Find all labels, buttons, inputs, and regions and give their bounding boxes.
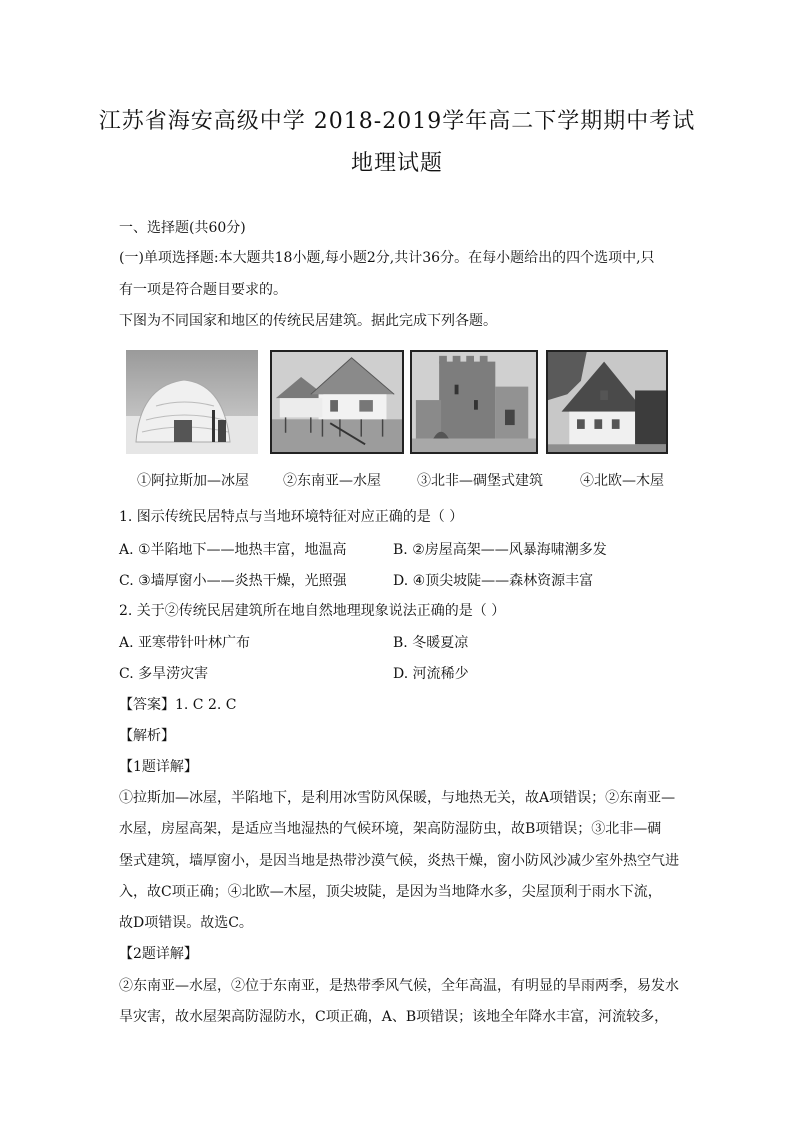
question-1-stem: 1. 图示传统民居特点与当地环境特征对应正确的是（ ） [119,509,464,525]
page-title: 江苏省海安高级中学 2018-2019学年高二下学期期中考试 [98,109,696,134]
detail-1-line: 入，故C项正确；④北欧—木屋，顶尖坡陡，是因为当地降水多，尖屋顶利于雨水下流， [119,884,662,900]
figure-intro: 下图为不同国家和地区的传统民居建筑。据此完成下列各题。 [119,313,497,329]
analysis-label: 【解析】 [119,728,175,744]
igloo-photo [126,350,258,454]
timber-house-photo [546,350,668,454]
caption-timber-house: ④北欧—木屋 [580,473,664,489]
question-2-option-a: A. 亚寒带针叶林广布 [119,635,251,651]
answer-line: 【答案】1. C 2. C [119,697,237,713]
detail-1-line: 水屋，房屋高架，是适应当地湿热的气候环境，架高防湿防虫，故B项错误；③北非—碉 [119,821,662,837]
caption-stilt-house: ②东南亚—水屋 [283,473,381,489]
fortress-photo [410,350,538,454]
detail-1-label: 【1题详解】 [119,759,198,775]
page-subtitle: 地理试题 [350,151,443,176]
question-2-option-b: B. 冬暖夏凉 [393,635,469,651]
question-2-option-c: C. 多旱涝灾害 [119,666,209,682]
question-1-option-b: B. ②房屋高架——风暴海啸潮多发 [393,542,607,558]
question-1-option-a: A. ①半陷地下——地热丰富，地温高 [119,542,347,558]
caption-igloo: ①阿拉斯加—冰屋 [137,473,249,489]
stilt-house-photo [270,350,404,454]
caption-fortress: ③北非—碉堡式建筑 [417,473,543,489]
detail-2-label: 【2题详解】 [119,946,198,962]
question-1-option-d: D. ④顶尖坡陡——森林资源丰富 [393,573,594,589]
instructions-line-1: (一)单项选择题:本大题共18小题,每小题2分,共计36分。在每小题给出的四个选项中,只 [119,250,655,266]
detail-2-line: 旱灾害，故水屋架高防湿防水，C项正确，A、B项错误；该地全年降水丰富，河流较多， [119,1009,669,1025]
detail-1-line: 故D项错误。故选C。 [119,915,253,931]
instructions-line-2: 有一项是符合题目要求的。 [119,282,287,298]
detail-2-line: ②东南亚—水屋，②位于东南亚，是热带季风气候，全年高温，有明显的旱雨两季，易发水 [119,978,679,994]
question-2-stem: 2. 关于②传统民居建筑所在地自然地理现象说法正确的是（ ） [119,603,506,619]
question-1-option-c: C. ③墙厚窗小——炎热干燥，光照强 [119,573,347,589]
question-2-option-d: D. 河流稀少 [393,666,469,682]
detail-1-line: 堡式建筑，墙厚窗小，是因当地是热带沙漠气候，炎热干燥，窗小防风沙减少室外热空气进 [119,853,679,869]
section-heading: 一、选择题(共60分) [119,220,246,236]
detail-1-line: ①拉斯加—冰屋，半陷地下，是利用冰雪防风保暖，与地热无关，故A项错误；②东南亚— [119,790,676,806]
